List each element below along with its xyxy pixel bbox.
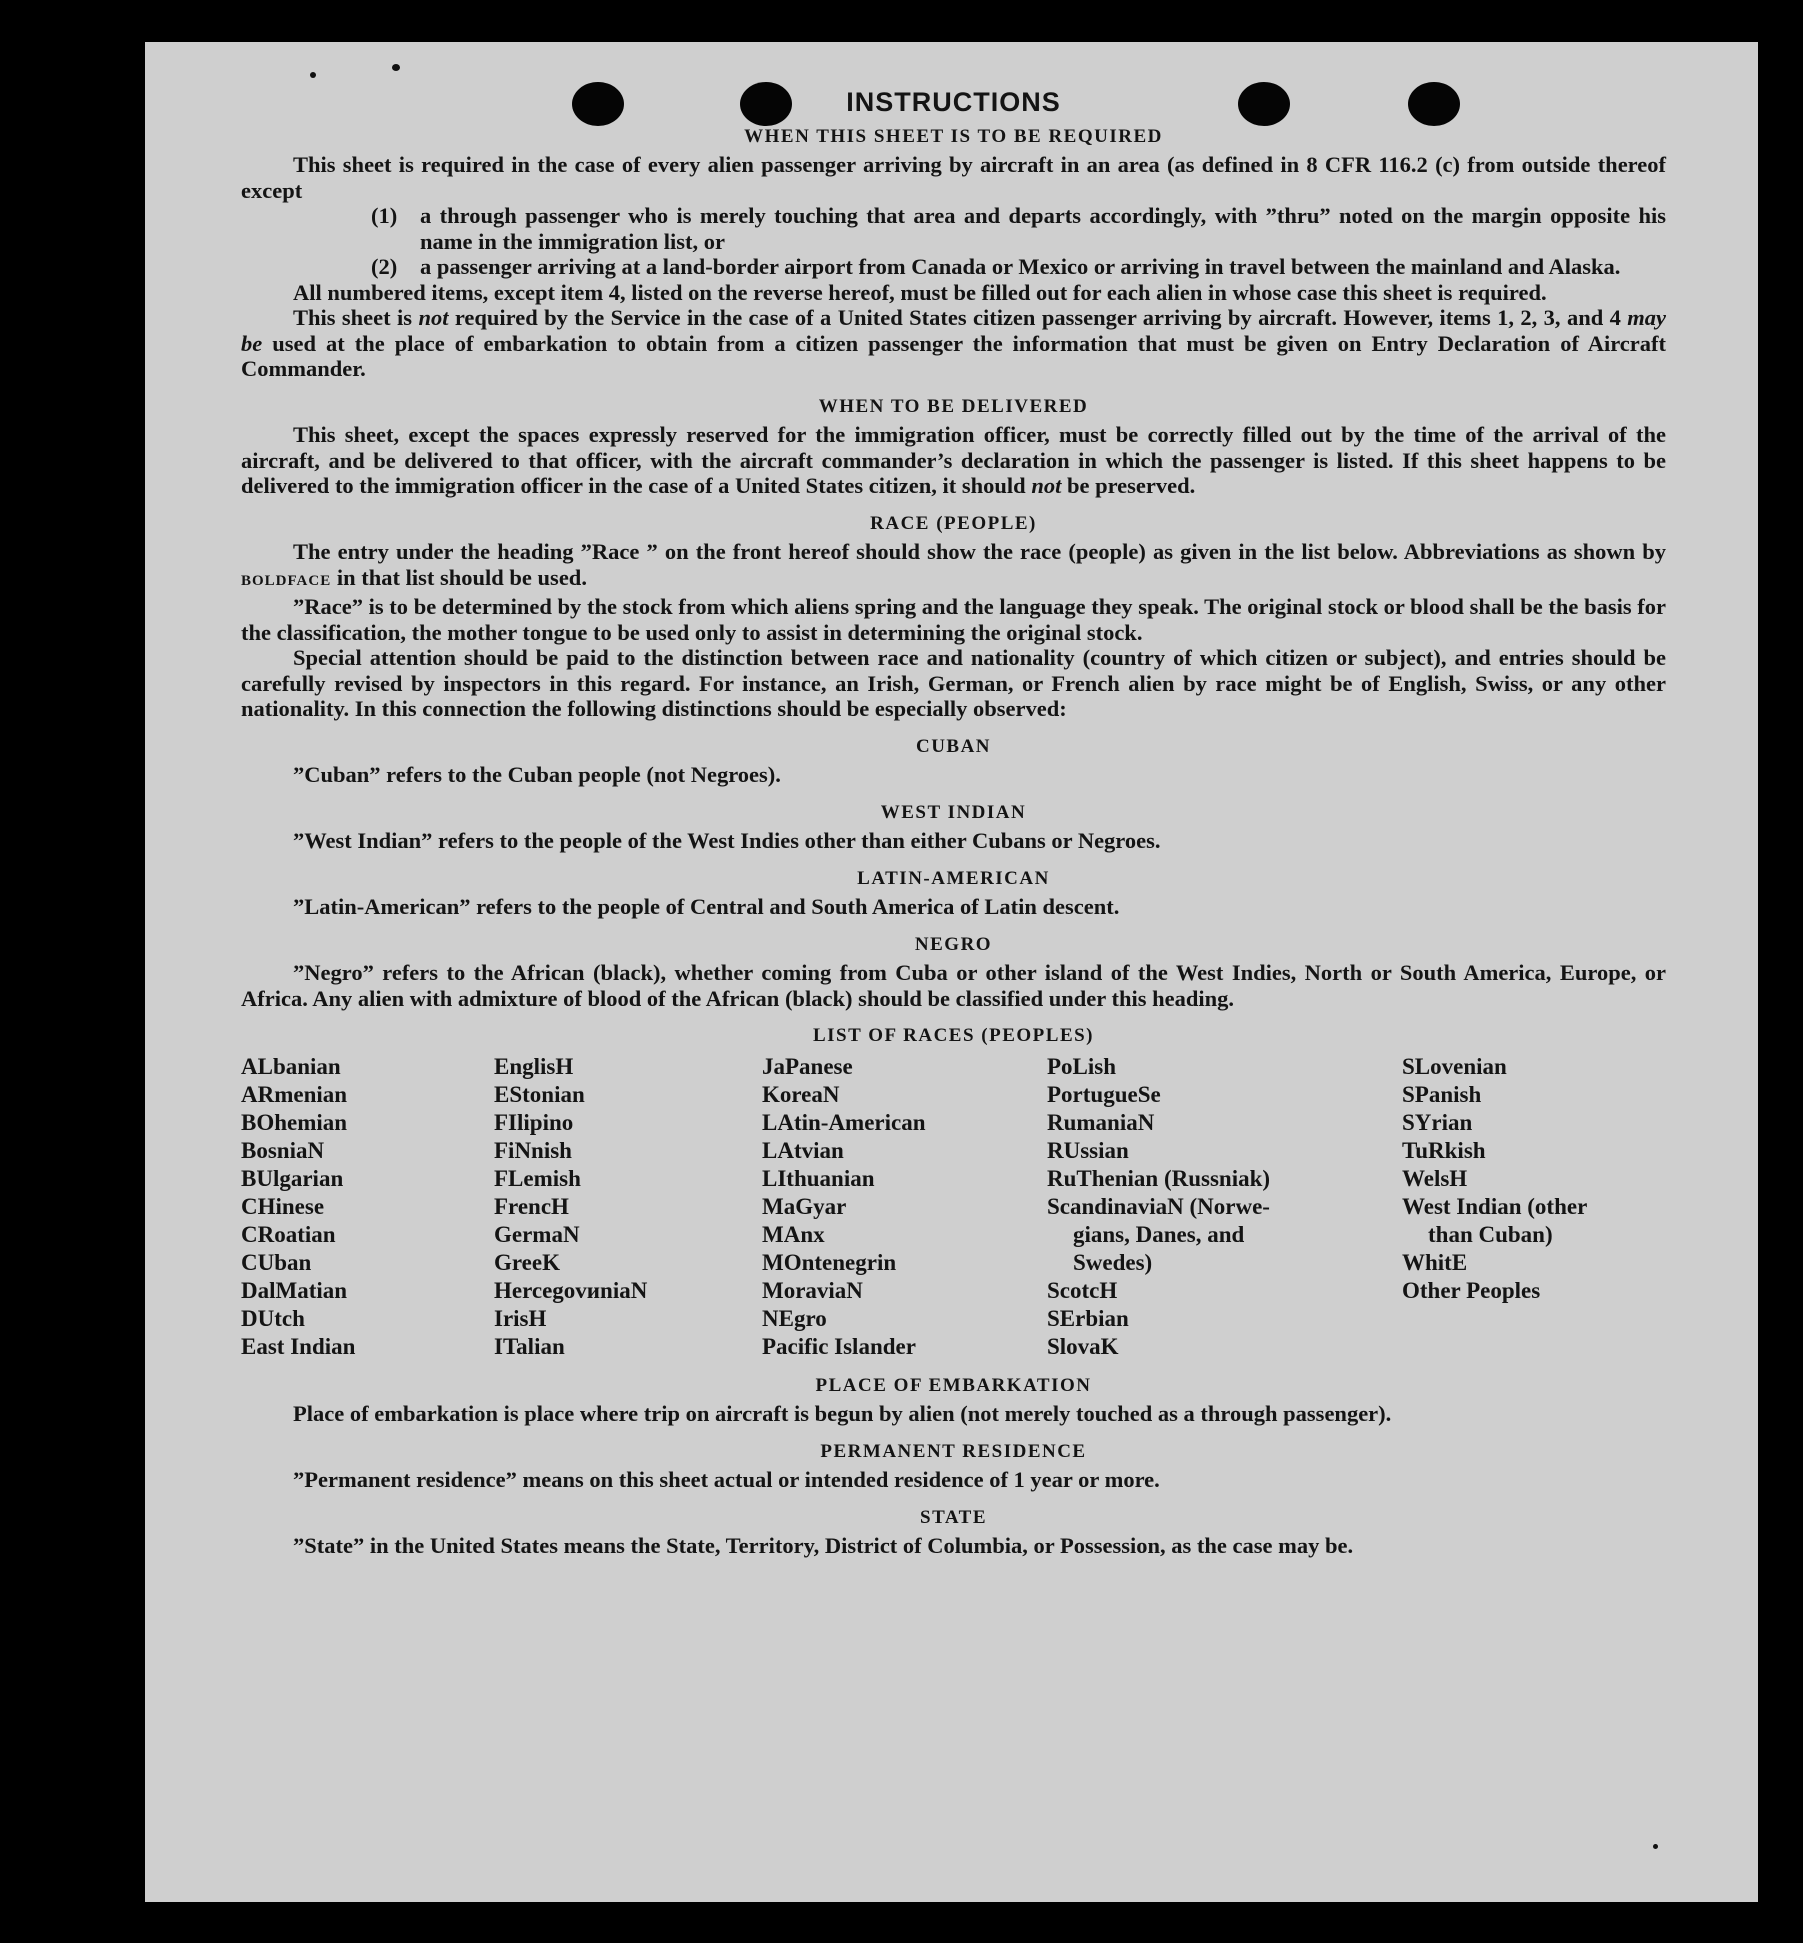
- punch-hole: [572, 82, 624, 126]
- race-entry: LAtin-American: [762, 1109, 926, 1135]
- list-item: [371, 203, 1666, 254]
- paragraph: ”State” in the United States means the State, Territory, District of Columbia, or Possession, as the case may be.: [293, 1533, 1354, 1558]
- race-entry: SlovaK: [1047, 1333, 1119, 1359]
- paragraph: All numbered items, except item 4, listed on the reverse hereof, must be filled out for each alien in whose case this sheet is required.: [293, 279, 1547, 305]
- paragraph: ”Cuban” refers to the Cuban people (not Negroes).: [293, 762, 781, 787]
- paragraph: ”Latin-American” refers to the people of Central and South America of Latin descent.: [293, 894, 1120, 919]
- section-heading-state: STATE: [920, 1506, 987, 1528]
- section-heading-delivered: WHEN TO BE DELIVERED: [818, 395, 1089, 417]
- paragraph: ”Permanent residence” means on this sheet actual or intended residence of 1 year or more.: [293, 1467, 1160, 1492]
- section-heading-required: WHEN THIS SHEET IS TO BE REQUIRED: [744, 125, 1163, 147]
- race-entry: MoraviaN: [762, 1277, 863, 1303]
- race-entry: FIlipino: [494, 1109, 574, 1135]
- section-heading-negro: NEGRO: [914, 933, 993, 955]
- race-entry: than Cuban): [1428, 1221, 1553, 1247]
- paragraph: This sheet is not required by the Service in the case of a United States citizen passenger arriving by aircraft. However, items 1, 2, 3, and 4 may be used at the place of embarkation to obtain from a citizen passenger the information that must be given on Entry Declaration of Aircraft Commander.: [241, 305, 1666, 381]
- race-entry: PortugueSe: [1047, 1081, 1161, 1107]
- race-entry: ScandinaviaN (Norwe-: [1047, 1193, 1270, 1219]
- paragraph: Place of embarkation is place where trip on aircraft is begun by alien (not merely touched as a through passenger).: [293, 1401, 1392, 1426]
- punch-hole: [1408, 82, 1460, 126]
- race-entry: GermaN: [494, 1221, 580, 1247]
- race-entry: WelsH: [1402, 1165, 1468, 1191]
- race-entry: NEgro: [762, 1305, 827, 1331]
- race-entry: Other Peoples: [1402, 1277, 1541, 1303]
- race-entry: DUtch: [241, 1305, 305, 1331]
- speck: [392, 64, 400, 71]
- race-entry: GreeK: [494, 1249, 560, 1275]
- race-entry: East Indian: [241, 1333, 356, 1359]
- race-column: [1047, 1053, 1402, 1361]
- punch-hole: [1238, 82, 1290, 126]
- race-entry: EnglisH: [494, 1053, 574, 1079]
- race-entry: FLemish: [494, 1165, 581, 1191]
- race-entry: Pacific Islander: [762, 1333, 916, 1359]
- race-entry: PoLish: [1047, 1053, 1117, 1079]
- page-title: INSTRUCTIONS: [846, 87, 1061, 117]
- race-entry: BOhemian: [241, 1109, 348, 1135]
- race-entry: FrencH: [494, 1193, 569, 1219]
- race-column: [494, 1053, 762, 1361]
- race-entry: Swedes): [1073, 1249, 1153, 1275]
- section-heading-embarkation: PLACE OF EMBARKATION: [815, 1374, 1092, 1396]
- item-number: (1): [371, 203, 398, 228]
- race-entry: DalMatian: [241, 1277, 348, 1303]
- item-text: a passenger arriving at a land-border airport from Canada or Mexico or arriving in travel between the mainland and Alaska.: [420, 254, 1621, 279]
- race-entry: IrisH: [494, 1305, 547, 1331]
- section-heading-race: RACE (PEOPLE): [870, 512, 1037, 534]
- race-entry: RumaniaN: [1047, 1109, 1155, 1135]
- paragraph: This sheet, except the spaces expressly reserved for the immigration officer, must be correctly filled out by the time of the arrival of the aircraft, and be delivered to that officer, with the aircraft commander’s declaration in which the passenger is listed. If this sheet happens to be delivered to the immigration officer in the case of a United States citizen, it should not be preserved.: [241, 422, 1666, 498]
- paragraph: ”Race” is to be determined by the stock from which aliens spring and the language they speak. The original stock or blood shall be the basis for the classification, the mother tongue to be used only to assist in determining the original stock.: [241, 594, 1666, 645]
- speck: [310, 72, 316, 78]
- race-column: [241, 1053, 494, 1361]
- race-entry: SYrian: [1402, 1109, 1473, 1135]
- paragraph: Special attention should be paid to the distinction between race and nationality (country of which citizen or subject), and entries should be carefully revised by inspectors in this regard. For instance, an Irish, German, or French alien by race might be of English, Swiss, or any other nationality. In this connection the following distinctions should be especially observed:: [241, 645, 1666, 721]
- race-entry: LAtvian: [762, 1137, 844, 1163]
- race-entry: RUssian: [1047, 1137, 1129, 1163]
- race-entry: EStonian: [494, 1081, 585, 1107]
- race-entry: ALbanian: [241, 1053, 341, 1079]
- race-entry: KoreaN: [762, 1081, 840, 1107]
- race-entry: TuRkish: [1402, 1137, 1486, 1163]
- race-entry: CHinese: [241, 1193, 325, 1219]
- race-entry: CRoatian: [241, 1221, 336, 1247]
- race-entry: ITalian: [494, 1333, 565, 1359]
- race-column: [1402, 1053, 1666, 1361]
- race-entry: CUban: [241, 1249, 312, 1275]
- race-column: [762, 1053, 1047, 1361]
- race-entry: JaPanese: [762, 1053, 853, 1079]
- item-number: (2): [371, 254, 398, 279]
- race-entry: BUlgarian: [241, 1165, 344, 1191]
- instruction-sheet: [145, 42, 1758, 1902]
- race-entry: BosniaN: [241, 1137, 325, 1163]
- item-text: a through passenger who is merely touching that area and departs accordingly, with ”thru” noted on the margin opposite his name in the immigration list, or: [420, 203, 1666, 254]
- race-entry: LIthuanian: [762, 1165, 875, 1191]
- section-heading-latin-american: LATIN-AMERICAN: [857, 867, 1050, 889]
- race-entry: gians, Danes, and: [1073, 1221, 1245, 1247]
- section-heading-list-of-races: LIST OF RACES (PEOPLES): [812, 1025, 1095, 1046]
- paragraph: ”Negro” refers to the African (black), whether coming from Cuba or other island of the West Indies, North or South America, Europe, or Africa. Any alien with admixture of blood of the African (black) should be classified under this heading.: [241, 960, 1666, 1011]
- section-heading-residence: PERMANENT RESIDENCE: [820, 1440, 1087, 1462]
- speck: [1653, 1844, 1658, 1849]
- race-entry: ScotcH: [1047, 1277, 1118, 1303]
- race-entry: HercegovиniaN: [494, 1277, 648, 1303]
- race-entry: MAnx: [762, 1221, 825, 1247]
- race-entry: RuThenian (Russniak): [1047, 1165, 1271, 1191]
- race-entry: MaGyar: [762, 1193, 847, 1219]
- race-entry: SLovenian: [1402, 1053, 1507, 1079]
- race-entry: West Indian (other: [1402, 1193, 1588, 1219]
- section-heading-cuban: CUBAN: [915, 735, 992, 757]
- list-item: [371, 254, 1666, 280]
- section-heading-west-indian: WEST INDIAN: [880, 801, 1027, 823]
- race-entry: SErbian: [1047, 1305, 1129, 1331]
- race-entry: WhitE: [1402, 1249, 1468, 1275]
- race-entry: ARmenian: [241, 1081, 348, 1107]
- paragraph: The entry under the heading ”Race ” on the front hereof should show the race (people) as given in the list below. Abbreviations as shown by BOLDFACE in that list should be used.: [241, 539, 1666, 590]
- race-entry: MOntenegrin: [762, 1249, 897, 1275]
- paragraph: ”West Indian” refers to the people of the West Indies other than either Cubans or Negroes.: [293, 828, 1161, 853]
- paragraph: This sheet is required in the case of every alien passenger arriving by aircraft in an area (as defined in 8 CFR 116.2 (c) from outside thereof except: [241, 152, 1666, 203]
- race-list: [241, 1053, 1666, 1361]
- race-entry: FiNnish: [494, 1137, 572, 1163]
- punch-hole: [740, 82, 792, 126]
- race-entry: SPanish: [1402, 1081, 1482, 1107]
